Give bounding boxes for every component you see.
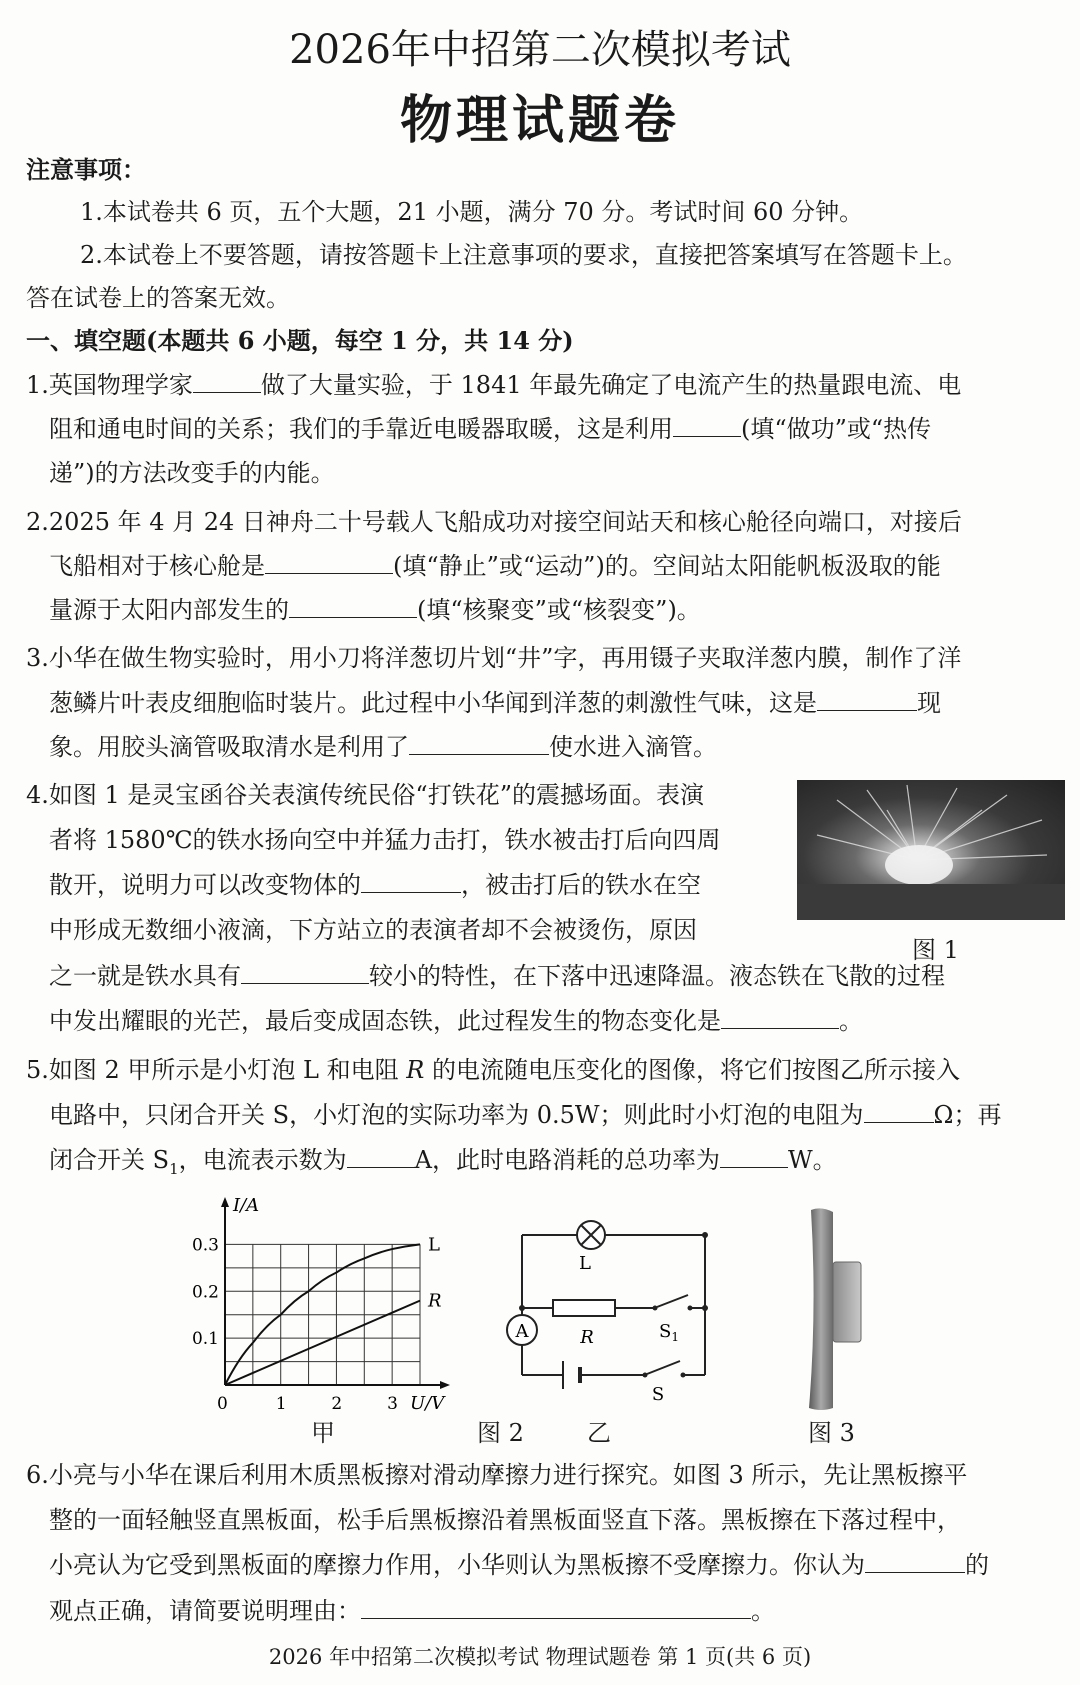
answer-blank [720,1145,788,1168]
x-tick-label: 0 [217,1394,228,1414]
question-4-line-4: 中形成无数细小液滴，下方站立的表演者却不会被烫伤，原因 [49,916,697,944]
page-footer: 2026 年中招第二次模拟考试 物理试题卷 第 1 页(共 6 页) [268,1645,812,1669]
blackboard-surface [809,1208,833,1410]
lamp-symbol [577,1221,605,1249]
question-4-line-2: 者将 1580℃的铁水扬向空中并猛力击打，铁水被击打后向四周 [49,826,721,854]
series-line-R [225,1301,420,1385]
question-4-line-1: 4.如图 1 是灵宝函谷关表演传统民俗“打铁花”的震撼场面。表演 [26,781,704,809]
paper-title: 物理试题卷 [399,90,680,151]
question-3-line-3: 象。用胶头滴管吸取清水是利用了 使水进入滴管。 [49,733,717,761]
resistor-symbol [553,1300,615,1316]
junction-node [702,1232,708,1238]
junction-node [702,1305,708,1311]
notice-heading: 注意事项： [26,155,146,184]
graph-axes [221,1197,450,1389]
answer-blank [864,1100,934,1123]
answer-blank [347,1145,415,1168]
answer-blank [265,551,393,574]
question-4-line-5: 之一就是铁水具有 较小的特性，在下落中迅速降温。液态铁在飞散的过程 [49,962,945,990]
exam-title: 2026年中招第二次模拟考试 [289,27,791,73]
question-4-line-3: 散开，说明力可以改变物体的 ，被击打后的铁水在空 [49,871,701,899]
notice-item-2-cont: 答在试卷上的答案无效。 [26,284,290,312]
question-6-line-1: 6.小亮与小华在课后利用木质黑板擦对滑动摩擦力进行探究。如图 3 所示，先让黑板擦平 [26,1461,968,1489]
question-5-line-3: 闭合开关 $S_1$，电流表示数为 A，此时电路消耗的总功率为 W。 [49,1146,837,1178]
iron-flower-photo [797,780,1065,920]
answer-blank [721,1006,839,1029]
svg-text:A: A [515,1321,529,1342]
answer-blank [865,1550,965,1573]
answer-blank [673,414,741,437]
answer-blank [817,688,917,711]
figure-3-caption: 图 3 [808,1419,855,1447]
answer-blank [409,732,549,755]
x-axis-arrow [440,1381,450,1389]
y-axis-label: I/A [233,1195,260,1216]
question-2-line-1: 2.2025 年 4 月 24 日神舟二十号载人飞船成功对接空间站天和核心舱径向端口，对接后 [26,508,962,536]
answer-blank [193,370,261,393]
figure-2-yi: 乙 [587,1419,611,1447]
x-tick-label: 1 [275,1394,287,1414]
switch-s1-label: $S_1$ [659,1321,679,1344]
figure-2-caption: 图 2 [477,1419,524,1447]
x-tick-label: 3 [387,1394,398,1414]
circuit-diagram [505,1215,725,1405]
question-6-line-3: 小亮认为它受到黑板面的摩擦力作用，小华则认为黑板擦不受摩擦力。你认为 的 [49,1551,989,1579]
section-heading: 一、填空题(本题共 6 小题，每空 1 分，共 14 分) [26,326,574,355]
ammeter-symbol [507,1315,537,1345]
answer-blank [361,1596,751,1619]
series-label-L: L [428,1234,440,1256]
question-1-line-3: 递”)的方法改变手的内能。 [49,459,335,487]
question-4-line-6: 中发出耀眼的光芒，最后变成固态铁，此过程发生的物态变化是 。 [49,1007,863,1035]
battery-symbol [563,1361,580,1389]
iu-graph [191,1180,475,1420]
graph-grid [225,1244,420,1385]
answer-blank [241,961,369,984]
answer-blank [289,595,417,618]
question-6-line-4: 观点正确，请简要说明理由： 。 [49,1597,775,1625]
answer-blank [361,870,461,893]
switch-s-symbol [643,1361,686,1378]
y-axis-arrow [221,1197,229,1207]
series-label-R: R [428,1290,442,1312]
resistor-label: R [580,1327,594,1348]
switch-s1-symbol [653,1295,693,1311]
question-3-line-1: 3.小华在做生物实验时，用小刀将洋葱切片划“井”字，再用镊子夹取洋葱内膜，制作了洋 [26,644,962,672]
y-tick-label: 0.3 [191,1235,219,1256]
figure-1-caption: 图 1 [912,936,959,964]
y-tick-label: 0.2 [191,1282,219,1303]
question-6-line-2: 整的一面轻触竖直黑板面，松手后黑板擦沿着黑板面竖直下落。黑板擦在下落过程中， [49,1506,961,1534]
notice-item-1: 1.本试卷共 6 页，五个大题，21 小题，满分 70 分。考试时间 60 分钟。 [80,198,864,226]
x-axis-label: U/V [410,1393,445,1414]
figure-2-jia: 甲 [311,1419,335,1447]
switch-s-label: S [651,1384,665,1405]
eraser-block [833,1262,861,1342]
question-5-line-2: 电路中，只闭合开关 S，小灯泡的实际功率为 0.5W；则此时小灯泡的电阻为 Ω；再 [49,1101,1002,1129]
lamp-label: L [579,1253,591,1274]
question-2-line-2: 飞船相对于核心舱是 (填“静止”或“运动”)的。空间站太阳能帆板汲取的能 [49,552,941,580]
sparks-graphic [797,780,1065,920]
question-2-line-3: 量源于太阳内部发生的 (填“核聚变”或“核裂变”)。 [49,596,701,624]
x-tick-label: 2 [331,1394,343,1414]
question-1-line-2: 阻和通电时间的关系；我们的手靠近电暖器取暖，这是利用 (填“做功”或“热传 [49,415,932,443]
junction-node [519,1305,525,1311]
question-1-line-1: 1.英国物理学家 做了大量实验，于 1841 年最先确定了电流产生的热量跟电流、电 [26,371,962,399]
graph-labels [192,1195,446,1414]
question-3-line-2: 葱鳞片叶表皮细胞临时装片。此过程中小华闻到洋葱的刺激性气味，这是 现 [49,689,941,717]
question-5-line-1: 5.如图 2 甲所示是小灯泡 L 和电阻 R 的电流随电压变化的图像，将它们按图乙所示接入 [26,1056,960,1084]
y-tick-label: 0.1 [191,1329,219,1350]
blackboard-eraser-figure [805,1210,885,1410]
notice-item-2: 2.本试卷上不要答题，请按答题卡上注意事项的要求，直接把答案填写在答题卡上。 [80,241,967,269]
